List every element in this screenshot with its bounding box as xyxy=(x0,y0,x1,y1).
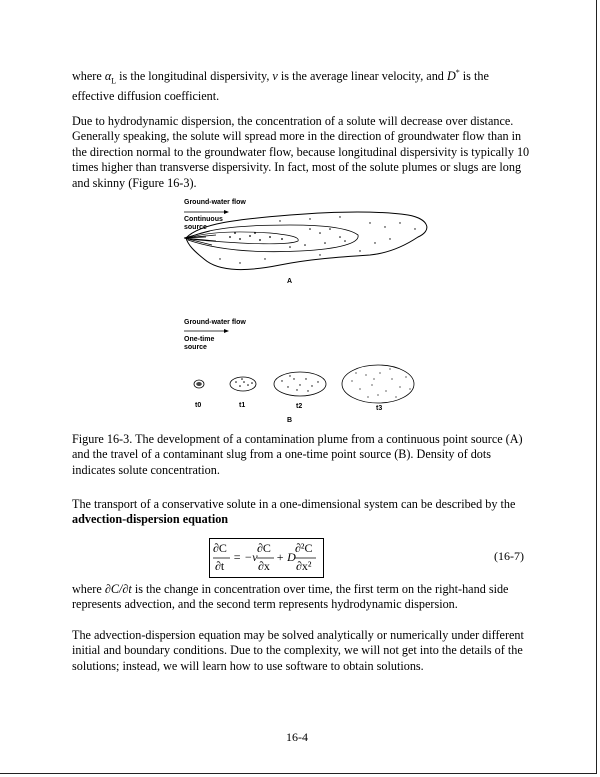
paragraph-dispersivity-definition: where $\alpha_L$ is the longitudinal dispersivity, v is the average linear velocity, and D* is the effective diffusion coefficient. xyxy=(72,67,489,103)
term1-denominator: ∂x xyxy=(258,559,270,573)
paragraph-solutions: The advection-dispersion equation may be solved analytically or numerically under different initial and boundary conditions. Due to the complexity, we will not get into the details of the solutions; instead, we will learn how to use software to obtain solutions. xyxy=(72,628,524,673)
term1-numerator: ∂C xyxy=(257,541,271,555)
equation-16-7 xyxy=(209,538,324,578)
figure-a-source-label-1: Continuous xyxy=(184,216,223,223)
figure-part-a-label: A xyxy=(287,278,293,285)
paragraph-equation-explanation: where ∂C/∂t is the change in concentration over time, the first term on the right-hand side represents advection, and the second term represents hydrodynamic dispersion. xyxy=(72,582,509,612)
paragraph-advection-dispersion-intro: The transport of a conservative solute in a one-dimensional system can be described by the advection-dispersion equation xyxy=(72,497,516,527)
lhs-denominator: ∂t xyxy=(215,559,225,573)
figure-b-source-label-1: One-time xyxy=(184,336,215,343)
paragraph-hydrodynamic-dispersion: Due to hydrodynamic dispersion, the concentration of a solute will decrease over distance. Generally speaking, the solute will spread more in the direction of groundwater flow than in the direction normal to the groundwater flow, because longitudinal dispersivity is typically 10 times higher than transverse dispersivity. In fact, most of the solute plumes or slugs are long and skinny (Figure 16-3). xyxy=(72,114,530,190)
figure-b-source-label-2: source xyxy=(184,344,207,351)
equation-number: (16-7) xyxy=(494,549,524,563)
figure-16-3 xyxy=(170,193,440,433)
figure-a-source-label-2: source xyxy=(184,224,207,231)
plus-d: + D xyxy=(276,550,296,564)
equals-minus-v: = −v xyxy=(233,550,258,564)
page-number: 16-4 xyxy=(286,730,308,744)
lhs-numerator: ∂C xyxy=(213,541,227,555)
plume-illustration xyxy=(170,193,440,433)
figure-part-b-label: B xyxy=(287,417,293,424)
time-label-t3: t3 xyxy=(376,405,383,412)
time-label-t0: t0 xyxy=(195,402,202,409)
equation-name: advection-dispersion equation xyxy=(72,512,229,527)
figure-caption: Figure 16-3. The development of a contamination plume from a continuous point source (A) and the travel of a contaminant slug from a one-time point source (B). Density of dots indicates solute concentration. xyxy=(72,432,523,477)
time-label-t1: t1 xyxy=(239,402,246,409)
figure-b-flow-label: Ground-water flow xyxy=(184,319,246,326)
term2-denominator: ∂x² xyxy=(296,559,312,573)
term2-numerator: ∂²C xyxy=(295,541,313,555)
time-label-t2: t2 xyxy=(296,403,303,410)
figure-a-flow-label: Ground-water flow xyxy=(184,199,246,206)
